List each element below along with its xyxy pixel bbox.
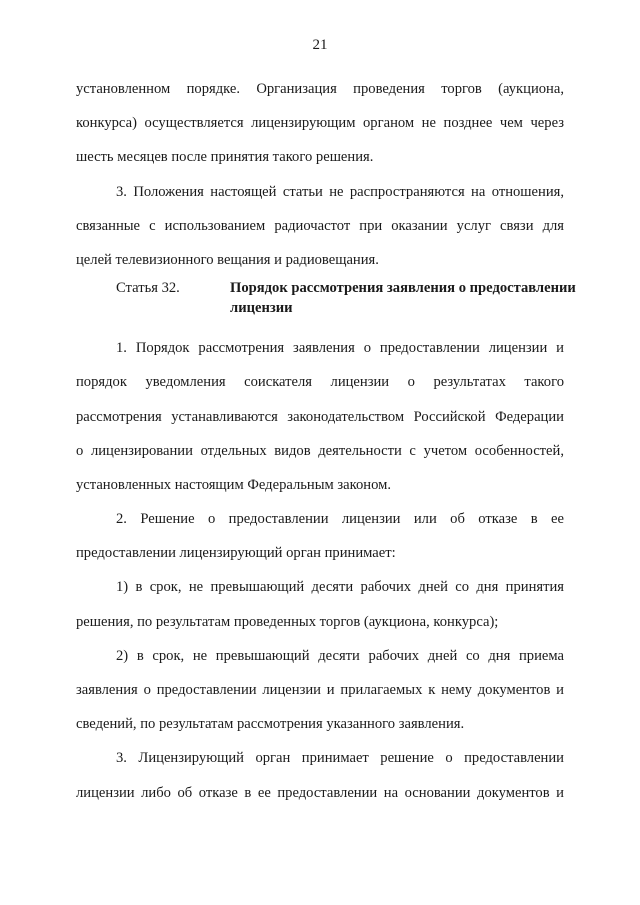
text-line: предоставлении лицензирующий орган принимает: bbox=[76, 545, 396, 562]
text-line: целей телевизионного вещания и радиовещания. bbox=[76, 251, 379, 268]
text-line: 2) в срок, не превышающий десяти рабочих дней со дня приема bbox=[116, 647, 564, 664]
text-line: конкурса) осуществляется лицензирующим органом не позднее чем через bbox=[76, 115, 564, 132]
article-title-line: Порядок рассмотрения заявления о предоставлении bbox=[230, 280, 576, 297]
text-line: порядок уведомления соискателя лицензии о результатах такого bbox=[76, 374, 564, 391]
page-number: 21 bbox=[312, 37, 328, 53]
paragraph-clause-2 bbox=[76, 502, 564, 570]
paragraph-clause-3 bbox=[76, 175, 564, 278]
text-line: 2. Решение о предоставлении лицензии или об отказе в ее bbox=[116, 511, 564, 528]
paragraph-item-2 bbox=[76, 639, 564, 742]
text-line: 1. Порядок рассмотрения заявления о предоставлении лицензии и bbox=[116, 340, 564, 357]
paragraph-clause-1 bbox=[76, 331, 564, 502]
paragraph-continuation bbox=[76, 72, 564, 175]
article-heading bbox=[76, 278, 576, 328]
text-line: 3. Положения настоящей статьи не распространяются на отношения, bbox=[116, 183, 564, 200]
text-line: рассмотрения устанавливаются законодательством Российской Федерации bbox=[76, 408, 564, 425]
article-title bbox=[230, 278, 576, 318]
article-label: Статья 32. bbox=[116, 280, 180, 297]
text-line: связанные с использованием радиочастот при оказании услуг связи для bbox=[76, 217, 564, 234]
text-line: установленных настоящим Федеральным законом. bbox=[76, 476, 392, 493]
text-line: установленном порядке. Организация проведения торгов (аукциона, bbox=[76, 81, 564, 97]
text-line: сведений, по результатам рассмотрения указанного заявления. bbox=[76, 716, 465, 733]
document-body bbox=[76, 72, 576, 810]
paragraph-item-1 bbox=[76, 570, 564, 638]
paragraph-clause-3b bbox=[76, 741, 564, 809]
text-line: 3. Лицензирующий орган принимает решение о предоставлении bbox=[116, 750, 564, 767]
article-title-line: лицензии bbox=[230, 300, 293, 317]
text-line: заявления о предоставлении лицензии и прилагаемых к нему документов и bbox=[76, 682, 564, 698]
text-line: 1) в срок, не превышающий десяти рабочих дней со дня принятия bbox=[116, 579, 564, 596]
text-line: лицензии либо об отказе в ее предоставлении на основании документов и bbox=[76, 784, 564, 801]
text-line: о лицензировании отдельных видов деятельности с учетом особенностей, bbox=[76, 442, 564, 459]
text-line: решения, по результатам проведенных торгов (аукциона, конкурса); bbox=[76, 613, 499, 630]
text-line: шесть месяцев после принятия такого решения. bbox=[76, 149, 374, 166]
